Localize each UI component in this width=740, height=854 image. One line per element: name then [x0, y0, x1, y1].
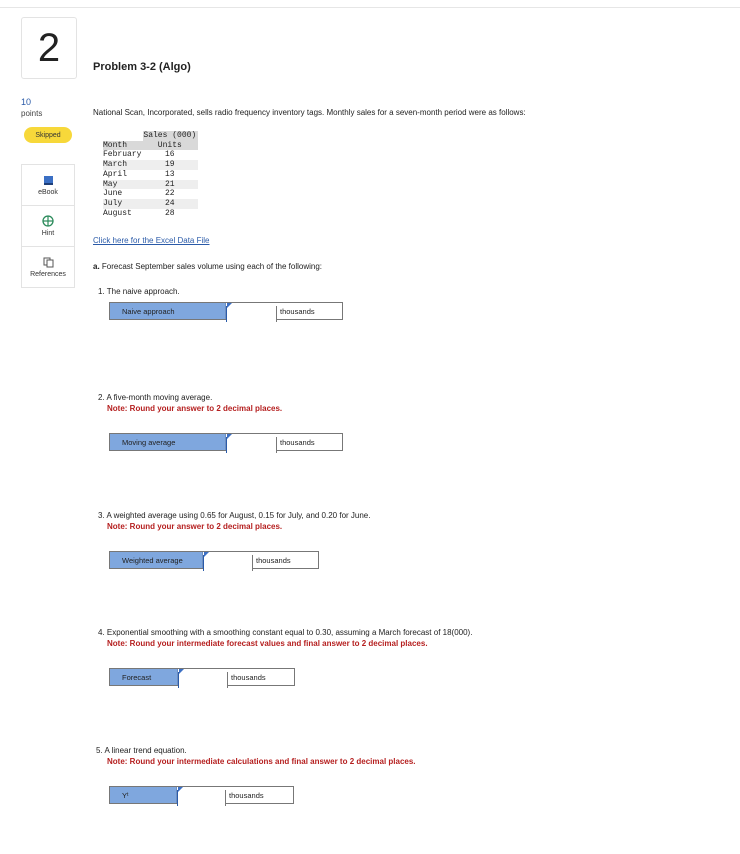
part-a-text: Forecast September sales volume using each of the following: [101, 262, 323, 271]
trend-equation-input[interactable] [177, 790, 226, 806]
sidebar-item-label: eBook [38, 188, 58, 196]
question-number: 2 [21, 17, 77, 79]
input-corner-marker [227, 434, 232, 439]
part-5-question [96, 745, 416, 767]
part-a-prefix: a. [93, 262, 100, 271]
weighted-average-unit: thousands [253, 552, 318, 568]
part-1-question [98, 286, 180, 297]
header-units: Units [143, 141, 198, 151]
table-row: March 19 [103, 160, 198, 170]
excel-data-link[interactable]: Click here for the Excel Data File [93, 236, 210, 245]
weighted-average-label: Weighted average [110, 552, 203, 568]
header-sales: Sales (000) [143, 131, 197, 140]
part-3-text: 3. A weighted average using 0.65 for August, 0.15 for July, and 0.20 for June. [98, 511, 371, 520]
naive-approach-input[interactable] [226, 306, 277, 322]
forecast-unit: thousands [228, 669, 294, 685]
trend-equation-row [109, 786, 294, 804]
sidebar-item-hint[interactable] [21, 206, 75, 247]
part-2-note: Note: Round your answer to 2 decimal places. [107, 404, 283, 413]
moving-average-label: Moving average [110, 434, 226, 450]
part-3-note: Note: Round your answer to 2 decimal places. [107, 522, 283, 531]
sidebar-item-references[interactable] [21, 247, 75, 288]
weighted-average-row [109, 551, 319, 569]
yt-label-main: Y [122, 790, 128, 800]
sidebar-item-ebook[interactable] [21, 164, 75, 206]
points-value: 10 [21, 97, 32, 107]
part-a-instruction [93, 262, 322, 271]
table-row: June 22 [103, 189, 175, 199]
table-row: July 24 [103, 199, 198, 209]
status-badge: Skipped [24, 127, 72, 143]
part-1-text: 1. The naive approach. [98, 287, 180, 296]
part-3-question [98, 510, 370, 532]
points-info [21, 97, 42, 119]
part-4-question [98, 627, 472, 649]
part-5-text: 5. A linear trend equation. [96, 746, 187, 755]
sales-table [103, 131, 198, 218]
table-row: April 13 [103, 169, 175, 179]
top-divider [0, 7, 740, 8]
table-row: February 16 [103, 150, 175, 160]
sidebar [21, 164, 75, 288]
part-4-text: 4. Exponential smoothing with a smoothing constant equal to 0.30, assuming a March forecast of 18(000). [98, 628, 473, 637]
problem-intro: National Scan, Incorporated, sells radio frequency inventory tags. Monthly sales for a seven-month period were as follows: [93, 108, 526, 117]
part-2-question [98, 392, 282, 414]
naive-approach-row [109, 302, 343, 320]
naive-approach-label: Naive approach [110, 303, 226, 319]
yt-label-sub: t [127, 792, 129, 798]
sidebar-item-label: Hint [41, 230, 55, 237]
forecast-row [109, 668, 295, 686]
ebook-icon [43, 175, 54, 186]
moving-average-unit: thousands [277, 434, 342, 450]
table-row: May 21 [103, 180, 198, 190]
part-2-text: 2. A five-month moving average. [98, 393, 213, 402]
trend-equation-label [110, 787, 177, 803]
input-corner-marker [227, 303, 232, 308]
moving-average-row [109, 433, 343, 451]
weighted-average-input[interactable] [203, 555, 253, 571]
points-label: points [21, 109, 43, 118]
problem-title: Problem 3-2 (Algo) [93, 61, 191, 73]
header-month: Month [103, 141, 143, 151]
trend-equation-unit: thousands [226, 787, 293, 803]
part-4-note: Note: Round your intermediate forecast values and final answer to 2 decimal places. [107, 639, 428, 648]
input-corner-marker [179, 669, 184, 674]
moving-average-input[interactable] [226, 437, 277, 453]
forecast-label: Forecast [110, 669, 178, 685]
naive-approach-unit: thousands [277, 303, 342, 319]
references-icon [43, 257, 54, 268]
part-5-note: Note: Round your intermediate calculations and final answer to 2 decimal places. [107, 757, 416, 766]
forecast-input[interactable] [178, 672, 228, 688]
input-corner-marker [204, 552, 209, 557]
sidebar-item-label: References [30, 270, 66, 278]
input-corner-marker [178, 787, 183, 792]
table-row: August 28 [103, 208, 175, 218]
hint-icon [42, 215, 54, 227]
